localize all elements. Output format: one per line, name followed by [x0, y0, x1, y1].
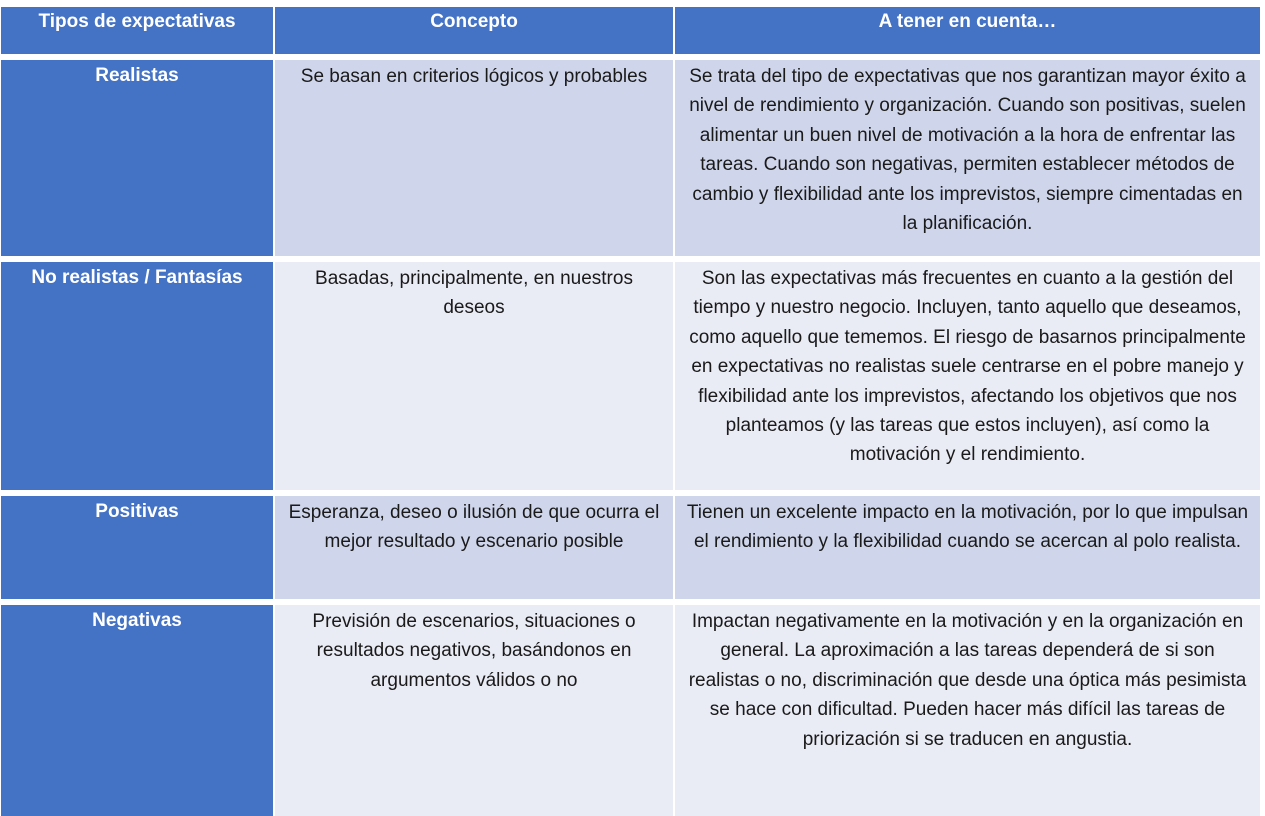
row-header-realistas: Realistas: [1, 60, 273, 256]
concept-cell-realistas: Se basan en criterios lógicos y probables: [275, 60, 673, 256]
notes-cell-no-realistas: Son las expectativas más frecuentes en cuanto a la gestión del tiempo y nuestro negocio. Incluyen, tanto aquello que deseamos, como aquello que tememos. El riesgo de basarnos principalmente en expectativas no realistas suele centrarse en el pobre manejo y flexibilidad ante los imprevistos, afectando los objetivos que nos planteamos (y las tareas que estos incluyen), así como la motivación y el rendimiento.: [675, 262, 1260, 490]
column-header-notes: A tener en cuenta…: [675, 7, 1260, 54]
expectations-table: [1, 7, 1260, 816]
concept-cell-no-realistas: Basadas, principalmente, en nuestros deseos: [275, 262, 673, 490]
notes-cell-realistas: Se trata del tipo de expectativas que nos garantizan mayor éxito a nivel de rendimiento y organización. Cuando son positivas, suelen alimentar un buen nivel de motivación a la hora de enfrentar las tareas. Cuando son negativas, permiten establecer métodos de cambio y flexibilidad ante los imprevistos, siempre cimentadas en la planificación.: [675, 60, 1260, 256]
concept-cell-positivas: Esperanza, deseo o ilusión de que ocurra el mejor resultado y escenario posible: [275, 496, 673, 599]
row-header-negativas: Negativas: [1, 605, 273, 816]
column-header-type: Tipos de expectativas: [1, 7, 273, 54]
notes-cell-negativas: Impactan negativamente en la motivación y en la organización en general. La aproximación a las tareas dependerá de si son realistas o no, discriminación que desde una óptica más pesimista se hace con dificultad. Pueden hacer más difícil las tareas de priorización si se traducen en angustia.: [675, 605, 1260, 816]
concept-cell-negativas: Previsión de escenarios, situaciones o resultados negativos, basándonos en argumentos válidos o no: [275, 605, 673, 816]
row-header-no-realistas: No realistas / Fantasías: [1, 262, 273, 490]
notes-cell-positivas: Tienen un excelente impacto en la motivación, por lo que impulsan el rendimiento y la flexibilidad cuando se acercan al polo realista.: [675, 496, 1260, 599]
row-header-positivas: Positivas: [1, 496, 273, 599]
column-header-concept: Concepto: [275, 7, 673, 54]
